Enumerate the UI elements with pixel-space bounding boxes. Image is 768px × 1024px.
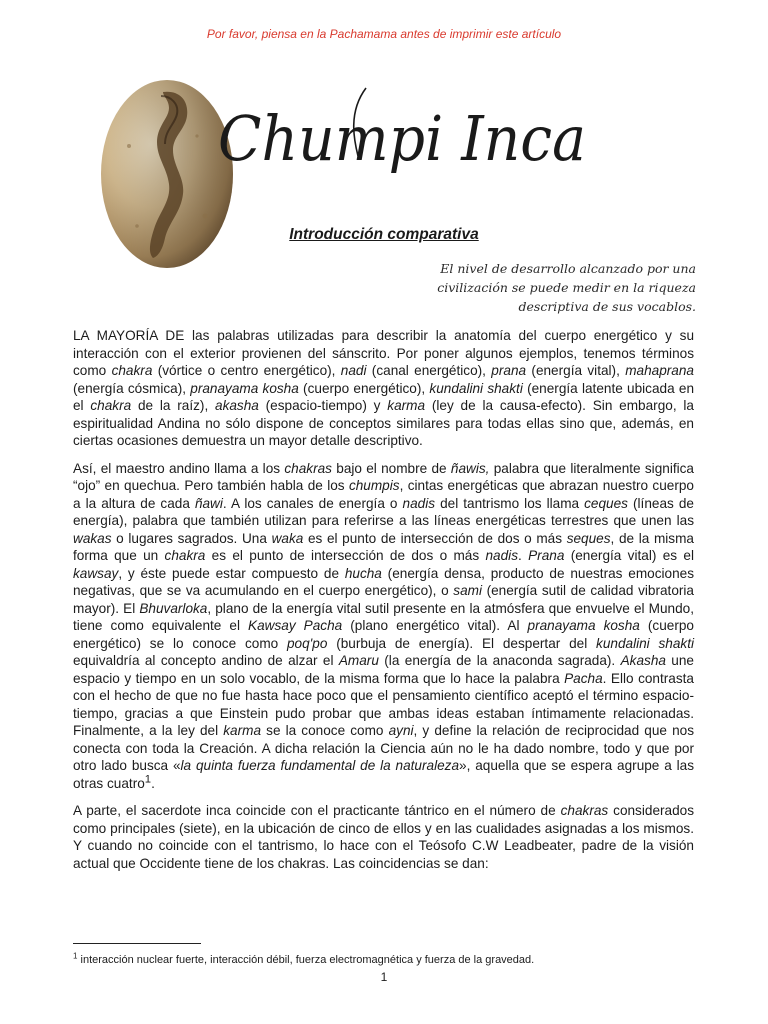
- term: karma: [223, 723, 262, 738]
- text: .: [151, 775, 155, 791]
- term: chakra: [111, 363, 153, 378]
- footnote-marker: 1: [73, 951, 78, 961]
- paragraph-1: [73, 327, 694, 450]
- text: Así, el maestro andino llama a los: [73, 460, 285, 476]
- text: (cuerpo energético),: [298, 380, 430, 396]
- term: Amaru: [338, 653, 379, 668]
- term: ayni: [388, 723, 414, 738]
- term: chakras: [284, 460, 332, 476]
- term: hucha: [344, 565, 382, 581]
- term: chumpis: [348, 478, 400, 493]
- text: (la energía de la anaconda sagrada).: [378, 653, 621, 668]
- term: Prana: [528, 548, 565, 563]
- term: waka: [271, 530, 304, 546]
- footnote-text: interacción nuclear fuerte, interacción débil, fuerza electromagnética y fuerza de la gravedad.: [77, 954, 535, 966]
- term: nadis: [485, 548, 518, 563]
- term: seques: [566, 530, 611, 546]
- term: ñawi: [194, 495, 223, 511]
- term: pranayama kosha: [527, 618, 640, 633]
- text: , cintas energéticas que abrazan nuestro cuerpo a la altura de cada: [73, 478, 694, 511]
- term: karma: [387, 398, 426, 413]
- page-number: 1: [380, 970, 388, 984]
- text: (líneas de energía), palabra que también utilizan para referirse a las líneas energéticas terrestres que unen las: [73, 495, 694, 528]
- text: (cuerpo energético) se lo conoce como: [73, 618, 694, 651]
- text: o lugares sagrados. Una: [111, 530, 272, 546]
- epigraph-line: civilización se puede medir en la riqueza: [437, 280, 696, 295]
- text: LA MAYORÍA DE las palabras utilizadas para describir la anatomía del cuerpo energético y su interacción con el exterior provienen del sánscrito. Por poner algunos ejemplos, tenemos términos como: [73, 328, 694, 378]
- text: (vórtice o centro energético),: [152, 363, 341, 378]
- page-title: [216, 76, 596, 188]
- term: Akasha: [620, 653, 666, 668]
- text: .: [518, 548, 529, 563]
- term: poq'po: [287, 635, 328, 651]
- term: kundalini shakti: [429, 380, 523, 396]
- term: kundalini shakti: [596, 635, 694, 651]
- text: (espacio-tiempo) y: [258, 398, 388, 413]
- paragraph-2: [73, 460, 694, 793]
- term: nadis: [402, 495, 436, 511]
- svg-text:Chumpi Inca: Chumpi Inca: [218, 102, 586, 175]
- text: (energía vital) es el: [564, 548, 694, 563]
- text: se la conoce como: [261, 723, 389, 738]
- footnote: [73, 951, 693, 966]
- text: . Ello contrasta con el hecho de que no fue hasta hace poco que el pensamiento científico aceptó el término espacio-tiempo, gracias a que Einstein pudo probar que ambas ideas estaban íntimamente relacionadas. Finalmente, a la ley del: [73, 670, 694, 738]
- text: considerados como principales (siete), en la ubicación de cinco de ellos y en las cualidades asignadas a los mismos. Y cuando no coincide con el tantrismo, lo hace con el Teósofo C.W Leadbeater, padre de la visión actual que Occidente tiene de los chakras. Las coincidencias se dan:: [73, 803, 695, 871]
- epigraph-line: descriptiva de sus vocablos.: [518, 299, 696, 314]
- text: . A los canales de energía o: [222, 495, 403, 511]
- subtitle: Introducción comparativa: [289, 226, 479, 243]
- text: (canal energético),: [366, 363, 492, 378]
- term: Kawsay Pacha: [248, 618, 343, 633]
- text: (plano energético vital). Al: [342, 618, 528, 633]
- text: es el punto de intersección de dos o más: [205, 548, 486, 563]
- print-notice: Por favor, piensa en la Pachamama antes de imprimir este artículo: [206, 27, 562, 41]
- term: chakras: [560, 803, 609, 818]
- text: (energía sutil de calidad vibratoria mayor). El: [73, 583, 694, 616]
- text: (energía vital),: [526, 363, 626, 378]
- article-body: [73, 327, 694, 872]
- term: la quinta fuerza fundamental de la naturaleza: [180, 758, 460, 773]
- term: nadi: [340, 363, 367, 378]
- term: Pacha: [564, 670, 603, 686]
- term: sami: [453, 583, 482, 598]
- term: akasha: [215, 398, 259, 413]
- text: (energía cósmica),: [73, 380, 191, 396]
- epigraph: [396, 259, 696, 316]
- term: Bhuvarloka: [139, 600, 208, 616]
- text: , y éste puede estar compuesto de: [118, 565, 345, 581]
- text: », aquella que se espera agrupe a las otras cuatro: [73, 758, 695, 791]
- footnote-divider: [73, 943, 201, 944]
- text: palabra que literalmente significa “ojo” en quechua. Pero también habla de los: [73, 460, 694, 493]
- text: , plano de la energía vital sutil presente en la atmósfera que envuelve el Mundo, tiene como equivalente el: [73, 600, 694, 633]
- term: prana: [491, 363, 527, 378]
- term: ceques: [584, 495, 628, 511]
- term: chakra: [90, 398, 132, 413]
- text: , de la misma forma que un: [73, 530, 694, 563]
- text: (ley de la causa-efecto). Sin embargo, la espiritualidad Andina no sólo dispone de conceptos similares para todas ellas sino que, además, en ciertas ocasiones demuestra un mayor detalle descriptivo.: [73, 398, 694, 448]
- term: chakra: [164, 548, 206, 563]
- term: mahaprana: [625, 363, 694, 378]
- paragraph-3: [73, 802, 694, 872]
- term: ñawis,: [450, 460, 490, 476]
- footnote-ref[interactable]: 1: [144, 772, 152, 785]
- text: (energía densa, producto de nuestras emociones negativas, que se va acumulando en el cuerpo energético), o: [73, 565, 695, 598]
- text: une espacio y tiempo en un solo vocablo, de la misma forma que lo hace la palabra: [73, 653, 694, 686]
- text: es el punto de intersección de dos o más: [303, 530, 567, 546]
- text: , y define la relación de reciprocidad que nos conecta con toda la Creación. A dicha relación la Ciencia aún no le ha dado nombre, todo y que por otro lado busca «: [73, 723, 694, 773]
- text: bajo el nombre de: [331, 460, 451, 476]
- text: del tantrismo los llama: [435, 495, 585, 511]
- term: kawsay: [73, 565, 119, 581]
- term: wakas: [73, 530, 112, 546]
- text: equivaldría al concepto andino de alzar el: [73, 653, 339, 668]
- term: pranayama kosha: [190, 380, 299, 396]
- text: A parte, el sacerdote inca coincide con el practicante tántrico en el número de: [73, 803, 561, 818]
- epigraph-line: El nivel de desarrollo alcanzado por una: [440, 261, 696, 276]
- text: (energía latente ubicada en el: [73, 380, 694, 413]
- text: de la raíz),: [131, 398, 216, 413]
- text: (burbuja de energía). El despertar del: [327, 635, 597, 651]
